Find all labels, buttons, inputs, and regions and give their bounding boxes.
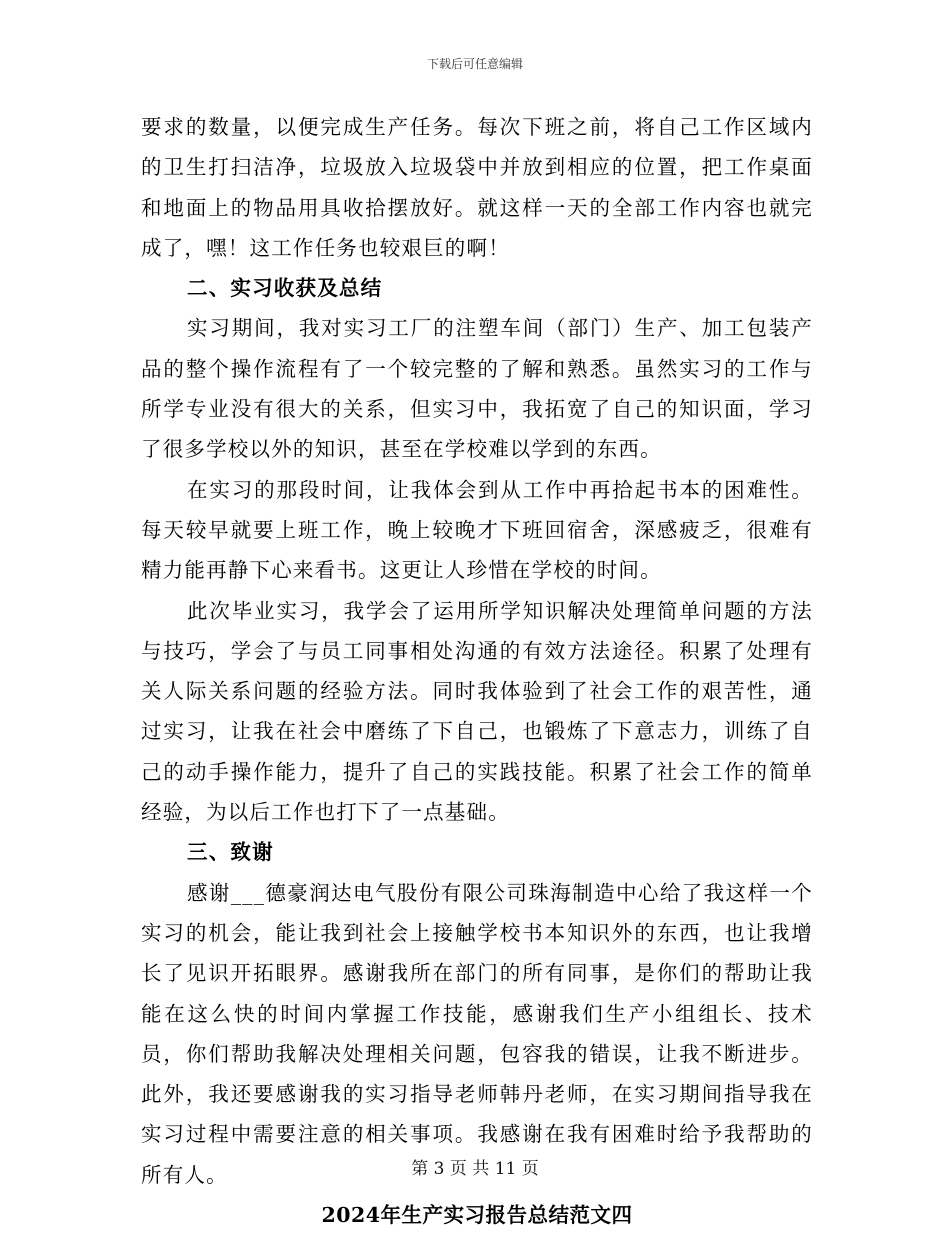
- header-note: 下载后可任意编辑: [426, 57, 523, 71]
- paragraph-skills-learned: 此次毕业实习，我学会了运用所学知识解决处理简单问题的方法与技巧，学会了与员工同事相处沟通的有效方法途径。积累了处理有关人际关系问题的经验方法。同时我体验到了社会工作的艰苦性，通过实习，让我在社会中磨练了下自己，也锻炼了下意志力，训练了自己的动手操作能力，提升了自己的实践技能。积累了社会工作的简单经验，为以后工作也打下了一点基础。: [141, 598, 813, 825]
- section-heading-gains: 二、实习收获及总结: [187, 276, 383, 301]
- section-heading-thanks: 三、致谢: [187, 840, 274, 865]
- paragraph-acknowledgements: 感谢___德豪润达电气股份有限公司珠海制造中心给了我这样一个实习的机会，能让我到社会上接触学校书本知识外的东西，也让我增长了见识开拓眼界。感谢我所在部门的所有同事，是你们的帮助让我能在这么快的时间内掌握工作技能，感谢我们生产小组组长、技术员，你们帮助我解决处理相关问题，包容我的错误，让我不断进步。此外，我还要感谢我的实习指导老师韩丹老师，在实习期间指导我在实习过程中需要注意的相关事项。我感谢在我有困难时给予我帮助的所有人。: [141, 880, 813, 1187]
- paragraph-difficulty: 在实习的那段时间，让我体会到从工作中再拾起书本的困难性。每天较早就要上班工作，晚上较晚才下班回宿舍，深感疲乏，很难有精力能再静下心来看书。这更让人珍惜在学校的时间。: [141, 477, 813, 583]
- paragraph-internship-gains: 实习期间，我对实习工厂的注塑车间（部门）生产、加工包装产品的整个操作流程有了一个较完整的了解和熟悉。虽然实习的工作与所学专业没有很大的关系，但实习中，我拓宽了自己的知识面，学习了很多学校以外的知识，甚至在学校难以学到的东西。: [141, 316, 813, 462]
- paragraph-work-duties: 要求的数量，以便完成生产任务。每次下班之前，将自己工作区域内的卫生打扫洁净，垃圾放入垃圾袋中并放到相应的位置，把工作桌面和地面上的物品用具收拾摆放好。就这样一天的全部工作内容也就完成了，嘿！这工作任务也较艰巨的啊！: [141, 115, 813, 260]
- page-number-footer: 第 3 页 共 11 页: [411, 1159, 539, 1179]
- document-body: [141, 107, 813, 1235]
- next-article-title: 2024年生产实习报告总结范文四: [321, 1203, 633, 1228]
